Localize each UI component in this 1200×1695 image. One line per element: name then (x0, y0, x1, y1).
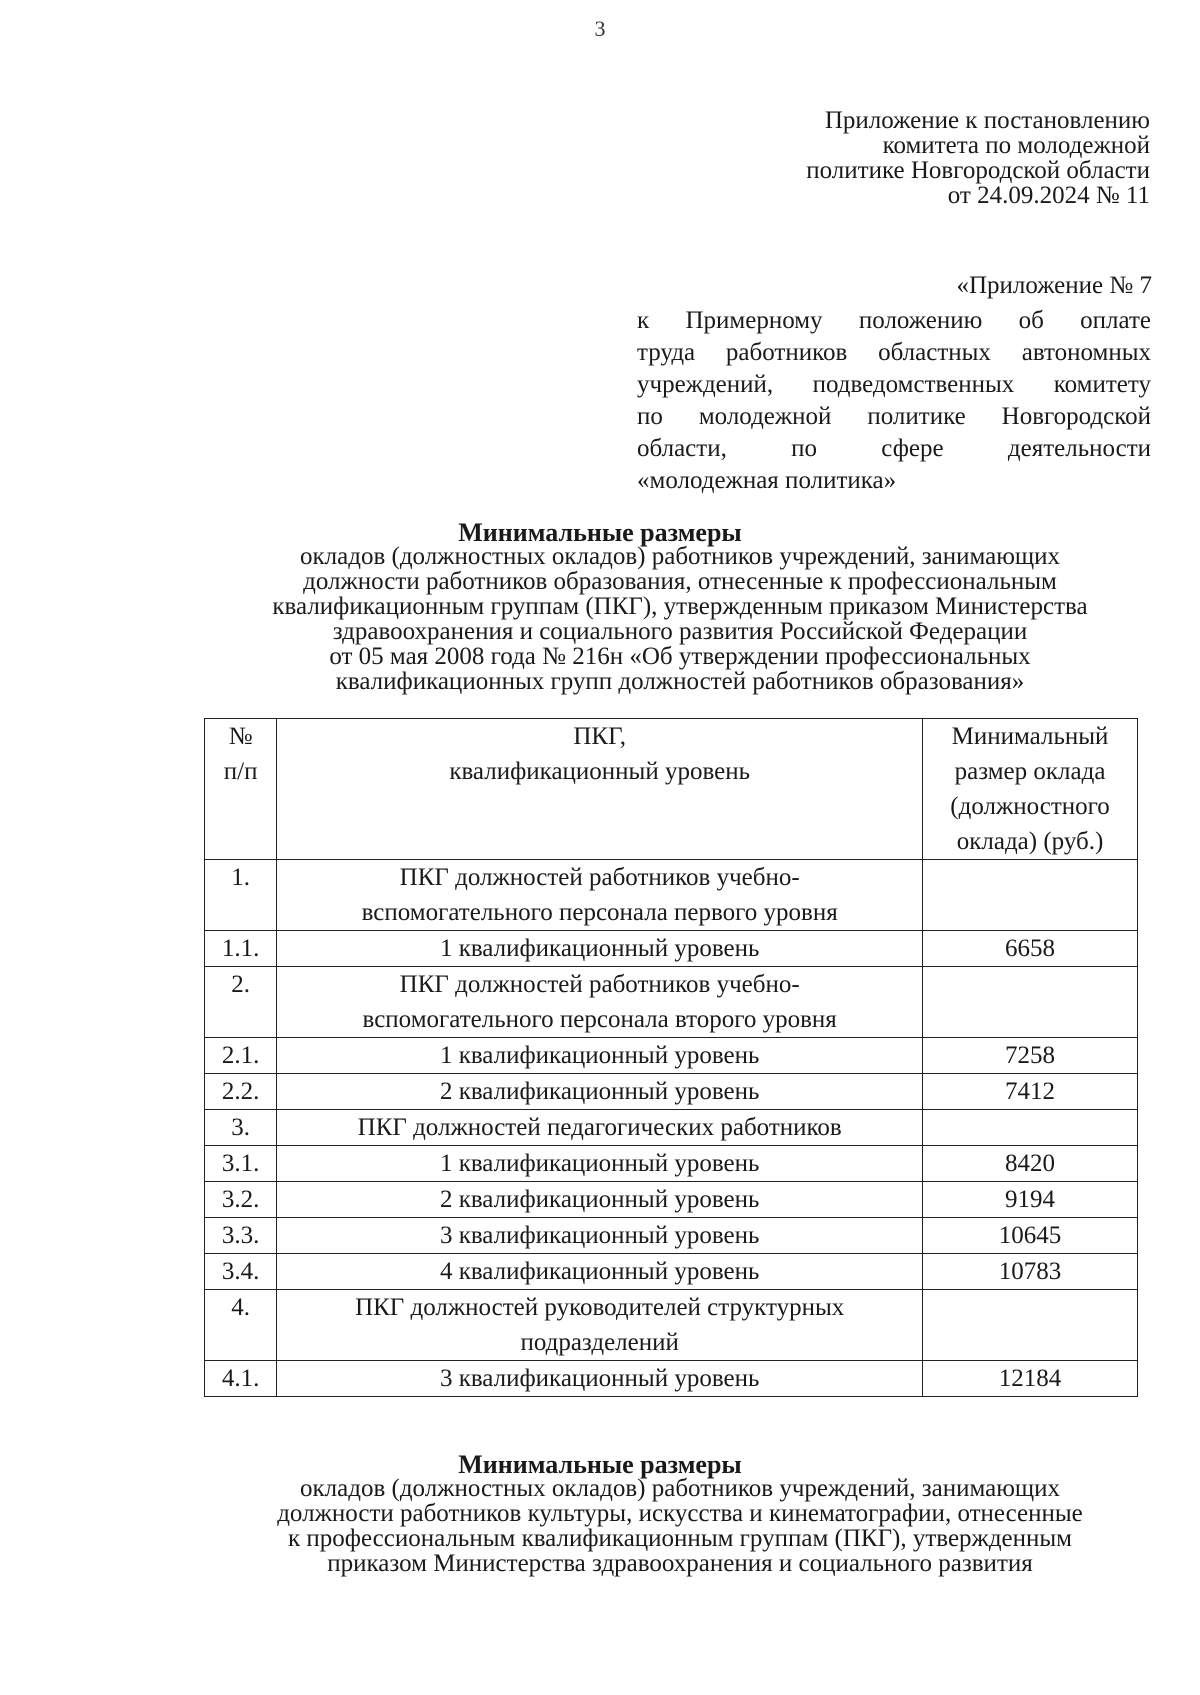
header-min-line: оклада) (руб.) (956, 828, 1104, 855)
row-number: 2.2. (205, 1074, 277, 1110)
row-name-line: вспомогательного персонала второго уровня (362, 1006, 837, 1033)
section1-line: квалификационным группам (ПКГ), утвержденным приказом Министерства (272, 593, 1088, 620)
page-number: 3 (594, 16, 606, 41)
row-name-line: 1 квалификационный уровень (439, 1150, 760, 1177)
table-header-row (205, 719, 1138, 860)
table-row (205, 1182, 1138, 1218)
row-min-salary (923, 967, 1138, 1038)
row-name (277, 1110, 923, 1146)
salary-table (204, 718, 1138, 1397)
table-row (205, 967, 1138, 1038)
table-row (205, 1110, 1138, 1146)
header-no (205, 719, 277, 860)
section2-line: окладов (должностных окладов) работников учреждений, занимающих (300, 1475, 1060, 1502)
table-row (205, 1254, 1138, 1290)
row-number: 3.2. (205, 1182, 277, 1218)
row-min-salary: 10783 (923, 1254, 1138, 1290)
annex7-heading: «Приложение № 7 (956, 272, 1152, 299)
header-name (277, 719, 923, 860)
row-name (277, 1038, 923, 1074)
table-row (205, 1038, 1138, 1074)
row-name-line: ПКГ должностей работников учебно- (399, 971, 800, 998)
row-number: 3. (205, 1110, 277, 1146)
row-number: 3.1. (205, 1146, 277, 1182)
row-name (277, 1290, 923, 1361)
annex7-line: «молодежная политика» (637, 467, 897, 494)
annex7-line: к Примерному положению об оплате (637, 307, 1151, 334)
row-min-salary (923, 1290, 1138, 1361)
annex7-body (637, 305, 1151, 497)
section2-line: приказом Министерства здравоохранения и социального развития (327, 1550, 1033, 1577)
row-number: 3.4. (205, 1254, 277, 1290)
row-number: 1. (205, 860, 277, 931)
header-name-line: квалификационный уровень (449, 758, 751, 785)
table-row (205, 1146, 1138, 1182)
header-min-salary (923, 719, 1138, 860)
row-name (277, 1146, 923, 1182)
row-name (277, 1182, 923, 1218)
table-row (205, 1361, 1138, 1397)
row-name (277, 1254, 923, 1290)
section1-subtitle (200, 544, 1160, 694)
row-min-salary: 6658 (923, 931, 1138, 967)
row-number: 2. (205, 967, 277, 1038)
section2-line: к профессиональным квалификационным группам (ПКГ), утвержденным (287, 1525, 1073, 1552)
row-name (277, 860, 923, 931)
row-min-salary: 10645 (923, 1218, 1138, 1254)
section1-line: должности работников образования, отнесенные к профессиональным (303, 568, 1057, 595)
row-name (277, 931, 923, 967)
row-min-salary: 7258 (923, 1038, 1138, 1074)
annex-line: от 24.09.2024 № 11 (947, 182, 1150, 209)
annex7-line: труда работников областных автономных (637, 339, 1151, 366)
row-min-salary: 12184 (923, 1361, 1138, 1397)
row-name-line: ПКГ должностей руководителей структурных (355, 1294, 845, 1321)
section1-title: Минимальные размеры (458, 518, 742, 547)
row-name-line: 3 квалификационный уровень (439, 1365, 760, 1392)
row-number: 4. (205, 1290, 277, 1361)
row-name (277, 1361, 923, 1397)
header-name-line: ПКГ, (573, 723, 626, 750)
row-number: 2.1. (205, 1038, 277, 1074)
table-row (205, 1290, 1138, 1361)
table-row (205, 1074, 1138, 1110)
row-name-line: 1 квалификационный уровень (439, 1042, 760, 1069)
header-no-line: № (228, 723, 253, 750)
row-name (277, 967, 923, 1038)
section1-line: здравоохранения и социального развития Российской Федерации (332, 618, 1028, 645)
row-min-salary (923, 860, 1138, 931)
table-row (205, 860, 1138, 931)
row-min-salary: 7412 (923, 1074, 1138, 1110)
row-name-line: ПКГ должностей педагогических работников (357, 1114, 842, 1141)
annex-line: комитета по молодежной (882, 132, 1150, 159)
annex7-line: по молодежной политике Новгородской (637, 403, 1151, 430)
row-number: 1.1. (205, 931, 277, 967)
row-min-salary: 9194 (923, 1182, 1138, 1218)
header-min-line: размер оклада (954, 758, 1106, 785)
row-min-salary (923, 1110, 1138, 1146)
table-row (205, 1218, 1138, 1254)
row-name-line: вспомогательного персонала первого уровня (361, 899, 838, 926)
annex-header (806, 108, 1150, 208)
row-min-salary: 8420 (923, 1146, 1138, 1182)
annex-line: политике Новгородской области (806, 157, 1150, 184)
section1-line: от 05 мая 2008 года № 216н «Об утверждении профессиональных (329, 643, 1031, 670)
header-no-line: п/п (223, 758, 258, 785)
row-name-line: подразделений (520, 1329, 679, 1356)
row-name-line: 2 квалификационный уровень (439, 1078, 760, 1105)
row-name-line: 4 квалификационный уровень (439, 1258, 760, 1285)
section2-line: должности работников культуры, искусства и кинематографии, отнесенные (277, 1500, 1083, 1527)
annex7-line: учреждений, подведомственных комитету (637, 371, 1151, 398)
table-row (205, 931, 1138, 967)
section2-subtitle (200, 1476, 1160, 1576)
row-name (277, 1218, 923, 1254)
header-min-line: (должностного (950, 793, 1110, 820)
row-number: 4.1. (205, 1361, 277, 1397)
annex-line: Приложение к постановлению (824, 107, 1150, 134)
section1-line: окладов (должностных окладов) работников учреждений, занимающих (300, 543, 1060, 570)
row-name-line: 1 квалификационный уровень (439, 935, 760, 962)
section1-line: квалификационных групп должностей работников образования» (335, 668, 1025, 695)
row-number: 3.3. (205, 1218, 277, 1254)
row-name (277, 1074, 923, 1110)
annex7-line: области, по сфере деятельности (637, 435, 1151, 462)
section2-title: Минимальные размеры (458, 1450, 742, 1479)
row-name-line: 3 квалификационный уровень (439, 1222, 760, 1249)
row-name-line: 2 квалификационный уровень (439, 1186, 760, 1213)
row-name-line: ПКГ должностей работников учебно- (399, 864, 800, 891)
header-min-line: Минимальный (951, 723, 1109, 750)
